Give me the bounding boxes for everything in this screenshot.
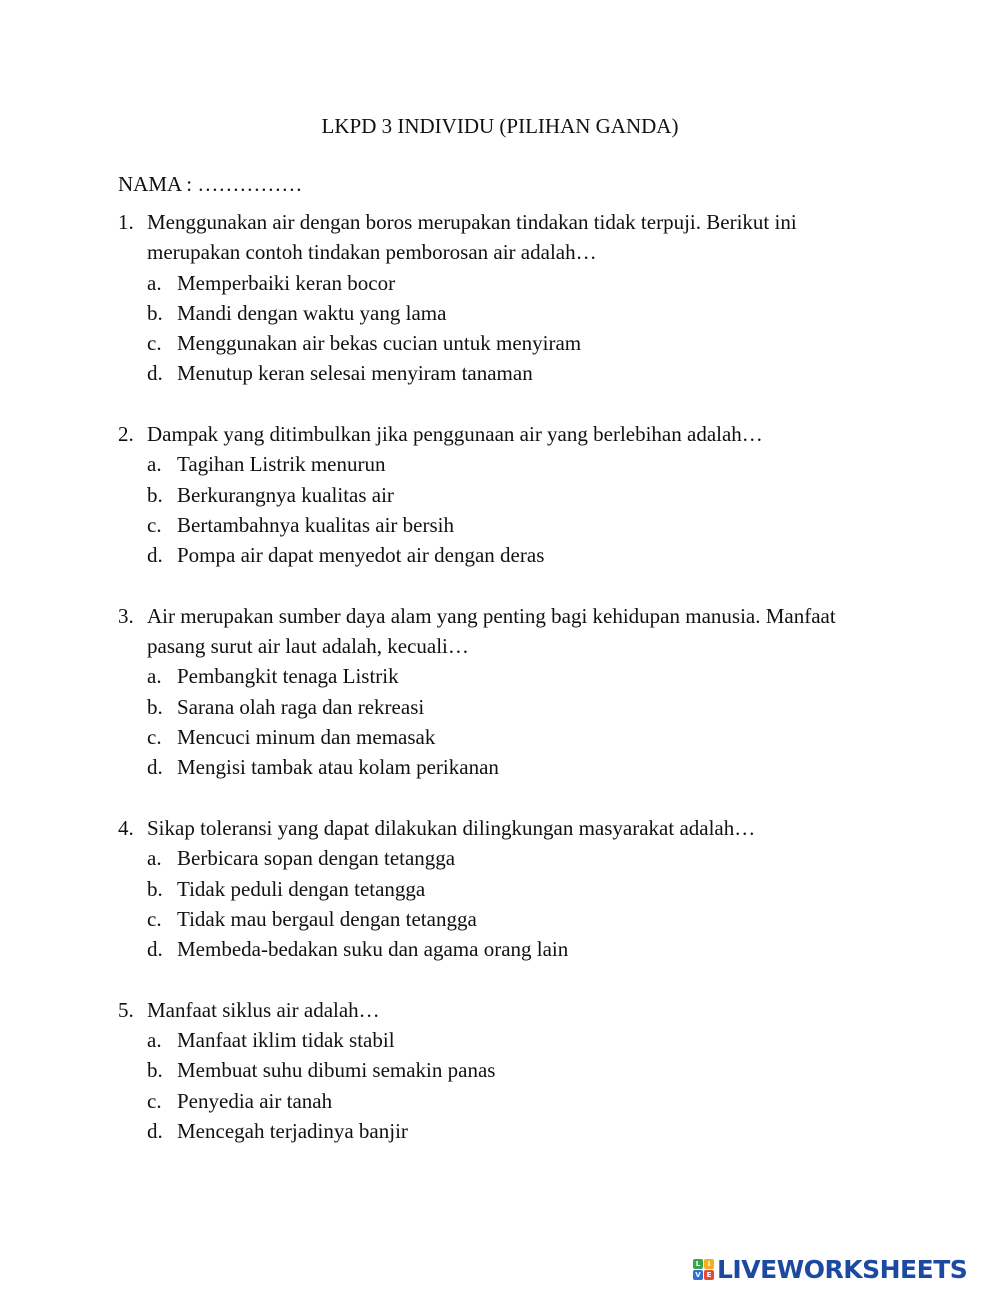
question-number: 1. <box>118 210 134 234</box>
option-letter: b. <box>147 300 163 325</box>
option-letter: a. <box>147 846 162 871</box>
worksheet-title: LKPD 3 INDIVIDU (PILIHAN GANDA) <box>321 114 679 138</box>
option-text: Tagihan Listrik menurun <box>177 452 386 477</box>
option-text: Mandi dengan waktu yang lama <box>177 300 447 325</box>
option-text: Berkurangnya kualitas air <box>177 482 394 507</box>
option-b <box>147 874 878 904</box>
option-d <box>147 540 878 570</box>
question-text: Air merupakan sumber daya alam yang penting bagi kehidupan manusia. Manfaat pasang surut air laut adalah, kecuali… <box>147 603 836 659</box>
option-a <box>147 449 878 479</box>
option-list <box>147 268 878 389</box>
option-list <box>147 843 878 964</box>
logo-tile-e: E <box>704 1270 714 1280</box>
option-b <box>147 692 878 722</box>
question-number: 5. <box>118 997 134 1022</box>
option-text: Pembangkit tenaga Listrik <box>177 664 399 689</box>
option-text: Sarana olah raga dan rekreasi <box>177 694 425 719</box>
option-c <box>147 904 878 934</box>
option-a <box>147 843 878 873</box>
option-text: Membuat suhu dibumi semakin panas <box>177 1058 496 1083</box>
question-text: Dampak yang ditimbulkan jika penggunaan air yang berlebihan adalah… <box>147 422 763 447</box>
option-text: Membeda-bedakan suku dan agama orang lain <box>177 937 569 962</box>
option-letter: d. <box>147 543 163 568</box>
option-d <box>147 934 878 964</box>
option-c <box>147 722 878 752</box>
option-letter: c. <box>147 331 162 356</box>
option-letter: c. <box>147 512 162 537</box>
question-text: Menggunakan air dengan boros merupakan tindakan tidak terpuji. Berikut ini merupakan contoh tindakan pemborosan air adalah… <box>147 210 797 265</box>
option-d <box>147 752 878 782</box>
option-letter: b. <box>147 482 163 507</box>
question-number: 2. <box>118 422 134 447</box>
question-3 <box>118 601 878 783</box>
option-letter: a. <box>147 270 162 295</box>
option-text: Berbicara sopan dengan tetangga <box>177 846 456 871</box>
option-text: Mencegah terjadinya banjir <box>177 1118 408 1143</box>
question-1 <box>118 207 878 389</box>
option-text: Tidak mau bergaul dengan tetangga <box>177 906 477 931</box>
option-list <box>147 449 878 570</box>
logo-tile-l: L <box>693 1259 703 1269</box>
question-text: Manfaat siklus air adalah… <box>147 997 380 1022</box>
option-letter: d. <box>147 1118 163 1143</box>
option-c <box>147 328 878 358</box>
question-list <box>118 207 878 1177</box>
liveworksheets-brand <box>693 1254 967 1284</box>
question-2 <box>118 419 878 570</box>
option-text: Mencuci minum dan memasak <box>177 725 436 750</box>
option-b <box>147 1055 878 1085</box>
option-text: Penyedia air tanah <box>177 1088 333 1113</box>
option-text: Mengisi tambak atau kolam perikanan <box>177 755 499 780</box>
option-a <box>147 1025 878 1055</box>
question-text: Sikap toleransi yang dapat dilakukan dilingkungan masyarakat adalah… <box>147 815 756 840</box>
liveworksheets-logo-icon <box>693 1259 714 1280</box>
option-letter: b. <box>147 1058 163 1083</box>
option-b <box>147 298 878 328</box>
option-text: Menggunakan air bekas cucian untuk menyiram <box>177 331 582 356</box>
option-list <box>147 1025 878 1146</box>
option-letter: a. <box>147 1028 162 1053</box>
option-a <box>147 268 878 298</box>
option-letter: a. <box>147 664 162 689</box>
name-field-label: NAMA : …………… <box>118 172 303 196</box>
option-b <box>147 480 878 510</box>
option-letter: c. <box>147 725 162 750</box>
option-letter: b. <box>147 694 163 719</box>
question-number: 4. <box>118 815 134 840</box>
option-list <box>147 661 878 782</box>
logo-tile-i: I <box>704 1259 714 1269</box>
option-text: Memperbaiki keran bocor <box>177 270 396 295</box>
option-letter: c. <box>147 1088 162 1113</box>
option-a <box>147 661 878 691</box>
option-letter: d. <box>147 937 163 962</box>
option-letter: d. <box>147 755 163 780</box>
brand-wordmark: LIVEWORKSHEETS <box>717 1254 968 1284</box>
question-5 <box>118 995 878 1146</box>
question-4 <box>118 813 878 964</box>
question-number: 3. <box>118 603 134 628</box>
option-letter: a. <box>147 452 162 477</box>
option-text: Menutup keran selesai menyiram tanaman <box>177 361 533 386</box>
option-text: Manfaat iklim tidak stabil <box>177 1028 395 1053</box>
option-text: Pompa air dapat menyedot air dengan deras <box>177 543 545 568</box>
option-c <box>147 510 878 540</box>
option-text: Bertambahnya kualitas air bersih <box>177 512 454 537</box>
option-d <box>147 358 878 388</box>
option-text: Tidak peduli dengan tetangga <box>177 876 426 901</box>
option-c <box>147 1086 878 1116</box>
option-letter: b. <box>147 876 163 901</box>
option-letter: c. <box>147 906 162 931</box>
option-letter: d. <box>147 361 163 386</box>
option-d <box>147 1116 878 1146</box>
logo-tile-v: V <box>693 1270 703 1280</box>
